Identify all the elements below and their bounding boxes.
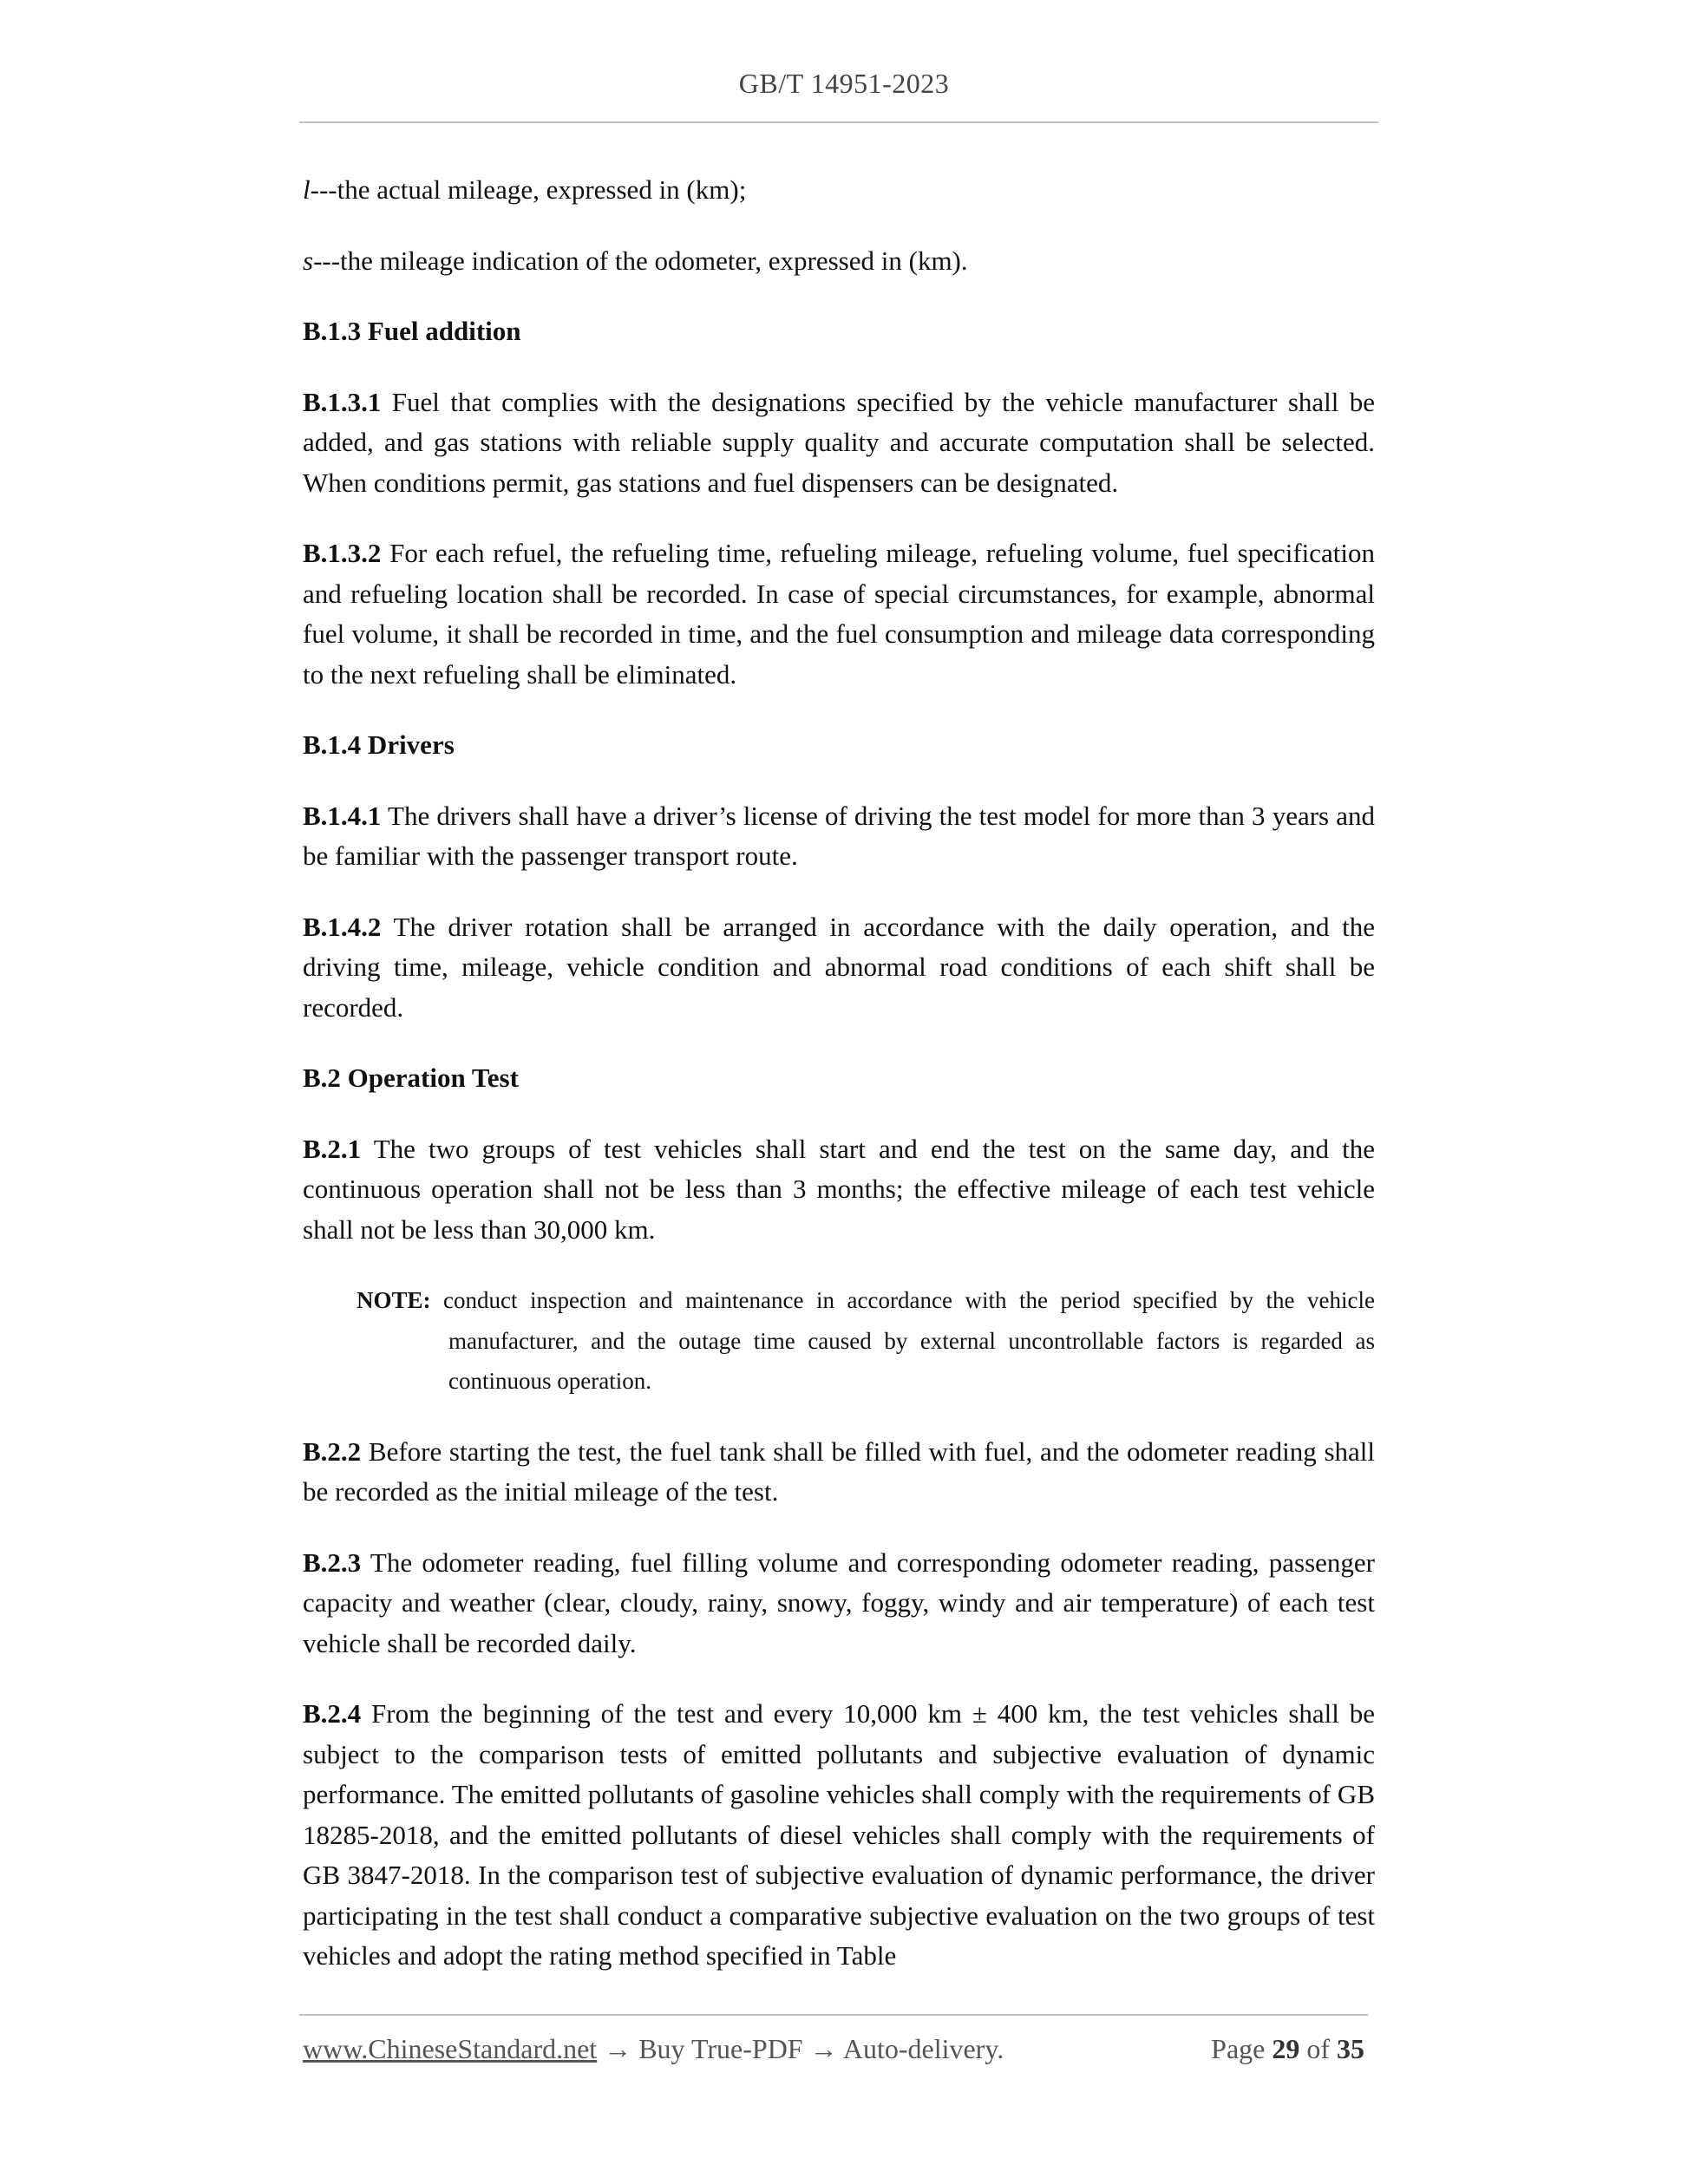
clause-text: Before starting the test, the fuel tank shall be filled with fuel, and the odometer reading shall be recorded as the initial mileage of the test. <box>303 1435 1375 1507</box>
website-link[interactable]: www.ChineseStandard.net <box>303 2033 598 2064</box>
clause-b23 <box>303 1543 1375 1664</box>
definition-s <box>303 241 1375 282</box>
footer-divider <box>299 2014 1368 2016</box>
clause-text: Fuel that complies with the designations specified by the vehicle manufacturer shall be added, and gas stations with reliable supply quality and accurate computation shall be selected. When conditions permit, gas stations and fuel dispensers can be designated. <box>303 386 1375 498</box>
page-number <box>1211 2033 1364 2065</box>
clause-number: B.2.4 <box>303 1698 362 1729</box>
clause-b141 <box>303 796 1375 877</box>
clause-number: B.1.3.1 <box>303 386 382 417</box>
clause-b142 <box>303 907 1375 1029</box>
clause-b132 <box>303 533 1375 695</box>
heading-b14: B.1.4 Drivers <box>303 729 455 760</box>
clause-text: The two groups of test vehicles shall start and end the test on the same day, and the continuous operation shall not be less than 3 months; the effective mileage of each test vehicle shall not be less than 30,000 km. <box>303 1133 1375 1245</box>
clause-number: B.1.3.2 <box>303 538 382 568</box>
clause-text: From the beginning of the test and every 10,000 km ± 400 km, the test vehicles shall be subject to the comparison tests of emitted pollutants and subjective evaluation of dynamic performance. The emitted pollutants of gasoline vehicles shall comply with the requirements of GB 18285-2018, and the emitted pollutants of diesel vehicles shall comply with the requirements of GB 3847-2018. In the comparison test of subjective evaluation of dynamic performance, the driver participating in the test shall conduct a comparative subjective evaluation on the two groups of test vehicles and adopt the rating method specified in Table <box>303 1698 1375 1971</box>
clause-b21 <box>303 1129 1375 1251</box>
note-paragraph <box>357 1280 1375 1402</box>
clause-text: The driver rotation shall be arranged in accordance with the daily operation, and the driving time, mileage, vehicle condition and abnormal road conditions of each shift shall be recorded. <box>303 911 1375 1023</box>
clause-number: B.1.4.1 <box>303 800 382 831</box>
clause-b131 <box>303 383 1375 504</box>
definition-symbol: l <box>303 174 311 205</box>
clause-text: For each refuel, the refueling time, refueling mileage, refueling volume, fuel specification and refueling location shall be recorded. In case of special circumstances, for example, abnormal fuel volume, it shall be recorded in time, and the fuel consumption and mileage data corresponding to the next refueling shall be eliminated. <box>303 538 1375 690</box>
definition-text: ---the mileage indication of the odometer, expressed in (km). <box>313 245 968 276</box>
page-label: Page <box>1211 2033 1266 2064</box>
clause-number: B.1.4.2 <box>303 911 382 942</box>
header-divider <box>299 121 1378 123</box>
footer-promo-text: → Buy True-PDF → Auto-delivery. <box>597 2033 1004 2064</box>
clause-number: B.2.1 <box>303 1133 362 1164</box>
header-title: GB/T 14951-2023 <box>738 68 950 99</box>
footer-promo <box>303 2033 1004 2065</box>
clause-number: B.2.3 <box>303 1546 362 1578</box>
clause-text: The odometer reading, fuel filling volume and corresponding odometer reading, passenger capacity and weather (clear, cloudy, rainy, snowy, foggy, windy and air temperature) of each test vehicle shall be recorded daily. <box>303 1546 1375 1658</box>
definition-symbol: s <box>303 245 314 276</box>
note-text: conduct inspection and maintenance in accordance with the period specified by the vehicle manufacturer, and the outage time caused by external uncontrollable factors is regarded as continuous operation. <box>430 1287 1375 1394</box>
definition-text: ---the actual mileage, expressed in (km); <box>310 174 747 205</box>
page-total: 35 <box>1337 2033 1364 2064</box>
heading-b2: B.2 Operation Test <box>303 1063 519 1093</box>
clause-number: B.2.2 <box>303 1435 362 1467</box>
page-current: 29 <box>1272 2033 1300 2064</box>
clause-b22 <box>303 1432 1375 1513</box>
heading-b13: B.1.3 Fuel addition <box>303 316 521 346</box>
page-of: of <box>1306 2033 1330 2064</box>
note-label: NOTE: <box>357 1287 431 1313</box>
definition-l <box>303 170 1375 211</box>
document-body <box>303 170 1375 1977</box>
clause-text: The drivers shall have a driver’s license of driving the test model for more than 3 years and be familiar with the passenger transport route. <box>303 800 1375 871</box>
clause-b24 <box>303 1694 1375 1977</box>
